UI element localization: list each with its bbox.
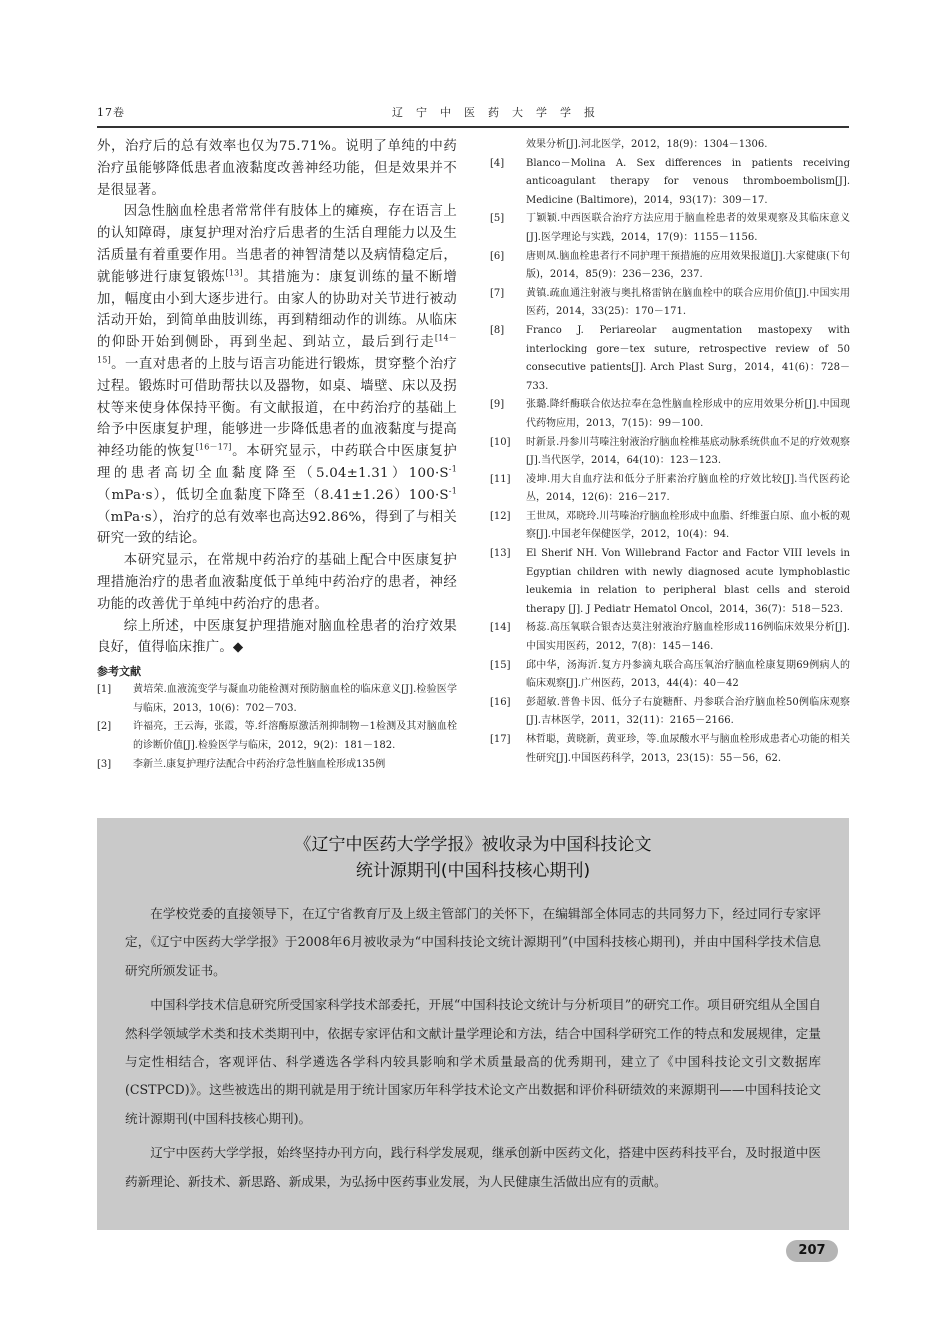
reference-item (97, 756, 457, 775)
reference-number: [3] (97, 758, 112, 770)
right-column (490, 136, 850, 768)
reference-number: [4] (490, 157, 505, 169)
notice-paragraph: 辽宁中医药大学学报，始终坚持办刊方向，践行科学发展观，继承创新中医药文化，搭建中医药科技平台，及时报道中医药新理论、新技术、新思路、新成果，为弘扬中医药事业发展，为人民健康生活做出应有的贡献。 (125, 1145, 821, 1189)
reference-number: [12] (490, 510, 511, 522)
reference-number: [7] (490, 287, 505, 299)
reference-item (490, 657, 850, 694)
reference-item (490, 210, 850, 247)
citation-16-17: [16－17] (195, 442, 232, 452)
references-heading: 参考文献 (97, 665, 141, 679)
reference-number: [15] (490, 659, 511, 671)
reference-text: 唐则凤.脑血栓患者行不同护理干预措施的应用效果报道[J].大家健康(下旬版)，2014，85(9)：236－236，237. (526, 250, 850, 281)
reference-text: 黄镇.疏血通注射液与奥扎格雷钠在脑血栓中的联合应用价值[J].中国实用医药，2014，33(25)：170－171. (526, 287, 850, 318)
reference-number: [6] (490, 250, 505, 262)
reference-text: 黄培荣.血液流变学与凝血功能检测对预防脑血栓的临床意义[J].检验医学与临床，2013，10(6)：702－703. (133, 684, 457, 714)
citation-13: [13] (225, 268, 243, 278)
citation-14-15: [14－15] (97, 333, 457, 365)
reference-item (490, 248, 850, 285)
text-segment: （mPa·s），治疗的总有效率也高达92.86%，得到了与相关研究一致的结论。 (97, 509, 457, 547)
reference-number: [14] (490, 622, 511, 634)
reference-text: 时新景.丹参川芎嗪注射液治疗脑血栓椎基底动脉系统供血不足的疗效观察[J].当代医学，2014，64(10)：123－123. (526, 436, 850, 467)
reference-number: [11] (490, 473, 511, 485)
reference-number: [2] (97, 721, 112, 733)
reference-list-left (97, 681, 457, 774)
reference-number: [8] (490, 324, 505, 336)
reference-item (490, 155, 850, 211)
text-segment: 因急性脑血栓患者常常伴有肢体上的瘫痪，存在语言上的认知障碍，康复护理对治疗后患者的生活自理能力以及生活质量有着重要作用。当患者的神智清楚以及病情稳定后，就能够进行康复锻炼 (97, 204, 457, 285)
reference-number: [1] (97, 684, 112, 696)
left-column (97, 136, 457, 774)
reference-text: 林哲聪，黄晓新，黄亚珍，等.血尿酸水平与脑血栓形成患者心功能的相关性研究[J].中国医药科学，2013，23(15)：55－56，62. (526, 734, 850, 764)
reference-item (97, 681, 457, 718)
reference-item (490, 694, 850, 731)
reference-item (97, 718, 457, 755)
reference-continuation (490, 136, 850, 155)
reference-text: 凌坤.用大自血疗法和低分子肝素治疗脑血栓的疗效比较[J].当代医药论丛，2014，12(6)：216－217. (526, 473, 850, 504)
notice-body (97, 884, 849, 1196)
notice-title (97, 832, 849, 884)
text-segment: 。本研究显示，中药联合中医康复护理的患者高切全血黏度降至（5.04±1.31）100·S (97, 444, 457, 481)
reference-text: 许福亮，王云海，张霞，等.纤溶酶原激活剂抑制物－1检测及其对脑血栓的诊断价值[J].检验医学与临床，2012，9(2)：181－182. (133, 721, 457, 751)
text-segment: 。一直对患者的上肢与语言功能进行锻炼，贯穿整个治疗过程。锻炼时可借助帮扶以及器物，如桌、墙壁、床以及拐杖等来使身体保持平衡。有文献报道，在中药治疗的基础上给予中医康复护理，能够进一步降低患者的血液黏度与提高神经功能的恢复 (97, 356, 457, 460)
reference-number: [13] (490, 548, 511, 560)
reference-text: Franco J. Periareolar augmentation mastopexy with interlocking gore－tex suture, retrospective review of 50 consecutive patients[J]. Arch Plast Surg，2014，41(6)：728－733. (526, 324, 850, 392)
reference-number: [9] (490, 399, 505, 411)
text-segment: （mPa·s），低切全血黏度下降至（8.41±1.26）100·S (97, 487, 449, 503)
notice-paragraph: 中国科学技术信息研究所受国家科学技术部委托，开展“中国科技论文统计与分析项目”的研究工作。项目研究组从全国自然科学领域学术类和技术类期刊中，依据专家评估和文献计量学理论和方法，结合中国科学研究工作的特点和发展规律，定量与定性相结合，客观评估、科学遴选各学科内较具影响和学术质量最高的优秀期刊，建立了《中国科技论文引文数据库(CSTPCD)》。这些被选出的期刊就是用于统计国家历年科学技术论文产出数据和评价科研绩效的来源期刊——中国科技论文统计源期刊(中国科技核心期刊)。 (125, 997, 821, 1126)
reference-item (490, 619, 850, 656)
reference-text: 邱中华，汤海沂.复方丹参滴丸联合高压氧治疗脑血栓康复期69例病人的临床观察[J].广州医药，2013，44(4)：40－42 (526, 659, 850, 690)
reference-number: [17] (490, 734, 511, 745)
reference-text: El Sherif NH. Von Willebrand Factor and Factor VIII levels in Egyptian children with newly diagnosed acute lymphoblastic leukemia in relation to peripheral blast cells and steroid therapy [J]. J Pediatr Hematol Oncol，2014，36(7)：518－523. (526, 548, 850, 615)
text-segment: 。其措施为：康复训练的量不断增加，幅度由小到大逐步进行。由家人的协助对关节进行被动活动开始，到简单曲肢训练，再到精细动作的训练。从临床的仰卧开始到侧卧，再到坐起、到站立，最后到行走 (97, 269, 458, 351)
superscript-minus-one: -1 (448, 486, 457, 496)
reference-item (490, 471, 850, 508)
reference-item (490, 396, 850, 433)
reference-item (490, 322, 850, 396)
notice-box (97, 818, 849, 1230)
body-paragraph-1: 外，治疗后的总有效率也仅为75.71%。说明了单纯的中药治疗虽能够降低患者血液黏度改善神经功能，但是效果并不是很显著。 (97, 139, 457, 198)
reference-text: 效果分析[J].河北医学，2012，18(9)：1304－1306. (526, 139, 768, 150)
reference-item (490, 434, 850, 471)
header-rule (97, 126, 849, 128)
reference-number: [16] (490, 696, 511, 708)
superscript-minus-one: -1 (448, 464, 457, 474)
notice-title-line: 统计源期刊(中国科技核心期刊) (355, 861, 591, 881)
reference-item (490, 285, 850, 322)
reference-list-right (490, 155, 850, 769)
reference-item (490, 508, 850, 545)
reference-text: 丁颖颖.中西医联合治疗方法应用于脑血栓患者的效果观察及其临床意义[J].医学理论与实践，2014，17(9)：1155－1156. (526, 213, 850, 243)
notice-title-line: 《辽宁中医药大学学报》被收录为中国科技论文 (294, 835, 652, 855)
reference-text: 张璐.降纤酶联合依达拉奉在急性脑血栓形成中的应用效果分析[J].中国现代药物应用，2013，7(15)：99－100. (526, 399, 850, 429)
reference-text: 李新兰.康复护理疗法配合中药治疗急性脑血栓形成135例 (133, 758, 386, 770)
reference-text: 王世凤，邓晓玲.川芎嗪治疗脑血栓形成中血脂、纤维蛋白原、血小板的观察[J].中国老年保健医学，2012，10(4)：94. (526, 510, 850, 541)
reference-number: [5] (490, 213, 505, 225)
page-number: 207 (786, 1240, 838, 1262)
reference-text: 杨蕊.高压氧联合银杏达莫注射液治疗脑血栓形成116例临床效果分析[J].中国实用医药，2012，7(8)：145－146. (526, 622, 850, 653)
reference-text: Blanco－Molina A. Sex differences in patients receiving anticoagulant therapy for venous thromboembolism[J]. Medicine (Baltimore)，2014，93(17)：309－17. (526, 157, 850, 206)
reference-item (490, 731, 850, 768)
body-paragraph-3: 本研究显示，在常规中药治疗的基础上配合中医康复护理措施治疗的患者血液黏度低于单纯中药治疗的患者，神经功能的改善优于单纯中药治疗的患者。 (97, 553, 457, 612)
journal-name: 辽宁中医药大学学报 (392, 106, 608, 119)
reference-number: [10] (490, 436, 511, 448)
body-paragraph-2 (97, 201, 457, 550)
volume-label: 17卷 (97, 106, 125, 119)
reference-text: 彭超敏.普鲁卡因、低分子右旋糖酐、丹参联合治疗脑血栓50例临床观察[J].吉林医学，2011，32(11)：2165－2166. (526, 696, 850, 727)
notice-paragraph: 在学校党委的直接领导下，在辽宁省教育厅及上级主管部门的关怀下，在编辑部全体同志的共同努力下，经过同行专家评定，《辽宁中医药大学学报》于2008年6月被收录为“中国科技论文统计源期刊”(中国科技核心期刊)，并由中国科学技术信息研究所颁发证书。 (125, 906, 821, 978)
body-paragraph-4: 综上所述，中医康复护理措施对脑血栓患者的治疗效果良好，值得临床推广。◆ (97, 618, 457, 656)
reference-item (490, 545, 850, 619)
